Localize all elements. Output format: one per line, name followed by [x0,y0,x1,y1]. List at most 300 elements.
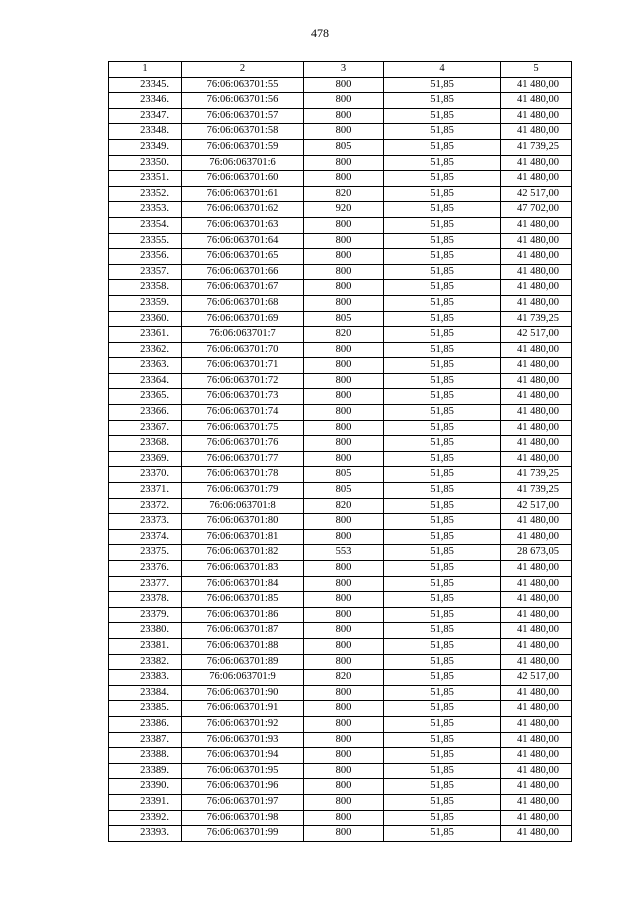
row-number-cell: 23370. [109,467,182,483]
value-cell: 41 480,00 [501,592,572,608]
value-cell: 41 480,00 [501,342,572,358]
rate-cell: 51,85 [384,186,501,202]
rate-cell: 51,85 [384,108,501,124]
value-cell: 41 480,00 [501,249,572,265]
table-row [109,436,572,452]
value-cell: 41 480,00 [501,217,572,233]
value-cell: 41 480,00 [501,295,572,311]
value-cell: 41 480,00 [501,607,572,623]
value-cell: 41 480,00 [501,155,572,171]
rate-cell: 51,85 [384,623,501,639]
rate-cell: 51,85 [384,311,501,327]
table-row [109,108,572,124]
table-row [109,420,572,436]
cadastral-number-cell: 76:06:063701:99 [182,826,304,842]
rate-cell: 51,85 [384,93,501,109]
area-cell: 805 [304,467,384,483]
row-number-cell: 23355. [109,233,182,249]
table-body [109,77,572,841]
cadastral-number-cell: 76:06:063701:78 [182,467,304,483]
value-cell: 41 480,00 [501,124,572,140]
row-number-cell: 23378. [109,592,182,608]
rate-cell: 51,85 [384,264,501,280]
table-row [109,373,572,389]
table-row [109,295,572,311]
cadastral-number-cell: 76:06:063701:75 [182,420,304,436]
value-cell: 41 480,00 [501,638,572,654]
rate-cell: 51,85 [384,155,501,171]
rate-cell: 51,85 [384,763,501,779]
area-cell: 805 [304,311,384,327]
value-cell: 41 480,00 [501,810,572,826]
area-cell: 800 [304,514,384,530]
area-cell: 800 [304,685,384,701]
cadastral-number-cell: 76:06:063701:62 [182,202,304,218]
cadastral-number-cell: 76:06:063701:76 [182,436,304,452]
cadastral-number-cell: 76:06:063701:82 [182,545,304,561]
table-row [109,186,572,202]
table-row [109,561,572,577]
rate-cell: 51,85 [384,327,501,343]
cadastral-number-cell: 76:06:063701:85 [182,592,304,608]
area-cell: 800 [304,217,384,233]
area-cell: 800 [304,451,384,467]
table-row [109,280,572,296]
row-number-cell: 23364. [109,373,182,389]
area-cell: 805 [304,139,384,155]
row-number-cell: 23352. [109,186,182,202]
area-cell: 800 [304,592,384,608]
value-cell: 41 480,00 [501,716,572,732]
cadastral-number-cell: 76:06:063701:90 [182,685,304,701]
value-cell: 42 517,00 [501,186,572,202]
value-cell: 41 480,00 [501,514,572,530]
row-number-cell: 23386. [109,716,182,732]
table-row [109,389,572,405]
value-cell: 41 480,00 [501,171,572,187]
value-cell: 41 480,00 [501,405,572,421]
value-cell: 42 517,00 [501,670,572,686]
value-cell: 41 480,00 [501,826,572,842]
row-number-cell: 23391. [109,794,182,810]
value-cell: 28 673,05 [501,545,572,561]
table-row [109,810,572,826]
column-header-5: 5 [501,62,572,78]
area-cell: 800 [304,638,384,654]
row-number-cell: 23367. [109,420,182,436]
table-row [109,670,572,686]
area-cell: 800 [304,529,384,545]
row-number-cell: 23369. [109,451,182,467]
area-cell: 800 [304,561,384,577]
area-cell: 800 [304,654,384,670]
value-cell: 41 480,00 [501,280,572,296]
value-cell: 41 480,00 [501,451,572,467]
cadastral-number-cell: 76:06:063701:84 [182,576,304,592]
cadastral-number-cell: 76:06:063701:80 [182,514,304,530]
area-cell: 800 [304,794,384,810]
rate-cell: 51,85 [384,420,501,436]
value-cell: 41 480,00 [501,561,572,577]
rate-cell: 51,85 [384,529,501,545]
rate-cell: 51,85 [384,716,501,732]
rate-cell: 51,85 [384,280,501,296]
area-cell: 805 [304,483,384,499]
value-cell: 41 739,25 [501,311,572,327]
table-row [109,545,572,561]
row-number-cell: 23393. [109,826,182,842]
cadastral-number-cell: 76:06:063701:69 [182,311,304,327]
rate-cell: 51,85 [384,670,501,686]
rate-cell: 51,85 [384,514,501,530]
value-cell: 41 480,00 [501,701,572,717]
rate-cell: 51,85 [384,342,501,358]
rate-cell: 51,85 [384,389,501,405]
area-cell: 800 [304,77,384,93]
cadastral-number-cell: 76:06:063701:79 [182,483,304,499]
row-number-cell: 23381. [109,638,182,654]
rate-cell: 51,85 [384,685,501,701]
row-number-cell: 23359. [109,295,182,311]
cadastral-number-cell: 76:06:063701:93 [182,732,304,748]
rate-cell: 51,85 [384,436,501,452]
rate-cell: 51,85 [384,233,501,249]
area-cell: 820 [304,498,384,514]
value-cell: 41 480,00 [501,77,572,93]
table-row [109,202,572,218]
table-row [109,342,572,358]
row-number-cell: 23362. [109,342,182,358]
cadastral-table [108,61,572,842]
row-number-cell: 23366. [109,405,182,421]
table-row [109,514,572,530]
cadastral-number-cell: 76:06:063701:8 [182,498,304,514]
rate-cell: 51,85 [384,607,501,623]
area-cell: 800 [304,389,384,405]
row-number-cell: 23375. [109,545,182,561]
rate-cell: 51,85 [384,373,501,389]
value-cell: 41 480,00 [501,389,572,405]
table-row [109,93,572,109]
row-number-cell: 23345. [109,77,182,93]
cadastral-number-cell: 76:06:063701:66 [182,264,304,280]
rate-cell: 51,85 [384,124,501,140]
rate-cell: 51,85 [384,451,501,467]
value-cell: 41 739,25 [501,139,572,155]
row-number-cell: 23383. [109,670,182,686]
rate-cell: 51,85 [384,202,501,218]
area-cell: 800 [304,623,384,639]
value-cell: 41 480,00 [501,748,572,764]
area-cell: 800 [304,779,384,795]
row-number-cell: 23346. [109,93,182,109]
cadastral-number-cell: 76:06:063701:83 [182,561,304,577]
area-cell: 820 [304,186,384,202]
value-cell: 41 480,00 [501,654,572,670]
cadastral-number-cell: 76:06:063701:59 [182,139,304,155]
row-number-cell: 23356. [109,249,182,265]
table-row [109,623,572,639]
rate-cell: 51,85 [384,638,501,654]
table-row [109,607,572,623]
cadastral-number-cell: 76:06:063701:6 [182,155,304,171]
value-cell: 41 739,25 [501,483,572,499]
row-number-cell: 23389. [109,763,182,779]
row-number-cell: 23351. [109,171,182,187]
table-row [109,716,572,732]
cadastral-number-cell: 76:06:063701:64 [182,233,304,249]
row-number-cell: 23373. [109,514,182,530]
column-header-4: 4 [384,62,501,78]
rate-cell: 51,85 [384,576,501,592]
rate-cell: 51,85 [384,77,501,93]
cadastral-number-cell: 76:06:063701:58 [182,124,304,140]
table-row [109,451,572,467]
rate-cell: 51,85 [384,249,501,265]
area-cell: 800 [304,373,384,389]
rate-cell: 51,85 [384,592,501,608]
table-row [109,592,572,608]
cadastral-number-cell: 76:06:063701:55 [182,77,304,93]
row-number-cell: 23379. [109,607,182,623]
value-cell: 47 702,00 [501,202,572,218]
area-cell: 800 [304,155,384,171]
row-number-cell: 23348. [109,124,182,140]
area-cell: 920 [304,202,384,218]
rate-cell: 51,85 [384,732,501,748]
area-cell: 800 [304,405,384,421]
table-row [109,483,572,499]
rate-cell: 51,85 [384,810,501,826]
rate-cell: 51,85 [384,779,501,795]
row-number-cell: 23390. [109,779,182,795]
cadastral-number-cell: 76:06:063701:7 [182,327,304,343]
area-cell: 820 [304,327,384,343]
row-number-cell: 23388. [109,748,182,764]
row-number-cell: 23361. [109,327,182,343]
table-row [109,576,572,592]
area-cell: 800 [304,420,384,436]
cadastral-number-cell: 76:06:063701:98 [182,810,304,826]
area-cell: 800 [304,171,384,187]
cadastral-number-cell: 76:06:063701:92 [182,716,304,732]
row-number-cell: 23372. [109,498,182,514]
value-cell: 41 480,00 [501,264,572,280]
cadastral-number-cell: 76:06:063701:72 [182,373,304,389]
table-row [109,327,572,343]
rate-cell: 51,85 [384,561,501,577]
value-cell: 41 480,00 [501,685,572,701]
cadastral-number-cell: 76:06:063701:97 [182,794,304,810]
table-row [109,763,572,779]
value-cell: 41 480,00 [501,420,572,436]
rate-cell: 51,85 [384,467,501,483]
table-row [109,139,572,155]
table-row [109,748,572,764]
cadastral-number-cell: 76:06:063701:71 [182,358,304,374]
row-number-cell: 23358. [109,280,182,296]
row-number-cell: 23371. [109,483,182,499]
cadastral-number-cell: 76:06:063701:88 [182,638,304,654]
value-cell: 41 480,00 [501,763,572,779]
rate-cell: 51,85 [384,794,501,810]
area-cell: 800 [304,436,384,452]
row-number-cell: 23349. [109,139,182,155]
table-row [109,654,572,670]
area-cell: 800 [304,249,384,265]
row-number-cell: 23374. [109,529,182,545]
cadastral-number-cell: 76:06:063701:56 [182,93,304,109]
rate-cell: 51,85 [384,654,501,670]
row-number-cell: 23376. [109,561,182,577]
table-header-row [109,62,572,78]
cadastral-number-cell: 76:06:063701:94 [182,748,304,764]
value-cell: 41 480,00 [501,373,572,389]
table-row [109,264,572,280]
table-row [109,171,572,187]
cadastral-number-cell: 76:06:063701:81 [182,529,304,545]
row-number-cell: 23360. [109,311,182,327]
cadastral-number-cell: 76:06:063701:63 [182,217,304,233]
table-row [109,124,572,140]
rate-cell: 51,85 [384,295,501,311]
table-row [109,701,572,717]
value-cell: 41 480,00 [501,93,572,109]
table-row [109,794,572,810]
table-row [109,249,572,265]
area-cell: 800 [304,716,384,732]
value-cell: 41 480,00 [501,529,572,545]
row-number-cell: 23377. [109,576,182,592]
row-number-cell: 23353. [109,202,182,218]
cadastral-number-cell: 76:06:063701:91 [182,701,304,717]
cadastral-number-cell: 76:06:063701:65 [182,249,304,265]
value-cell: 41 480,00 [501,779,572,795]
table-row [109,732,572,748]
table-row [109,77,572,93]
area-cell: 800 [304,233,384,249]
cadastral-number-cell: 76:06:063701:61 [182,186,304,202]
area-cell: 800 [304,295,384,311]
rate-cell: 51,85 [384,748,501,764]
row-number-cell: 23354. [109,217,182,233]
area-cell: 800 [304,124,384,140]
value-cell: 41 480,00 [501,436,572,452]
rate-cell: 51,85 [384,217,501,233]
value-cell: 41 480,00 [501,358,572,374]
row-number-cell: 23365. [109,389,182,405]
table-row [109,498,572,514]
row-number-cell: 23387. [109,732,182,748]
table-row [109,311,572,327]
area-cell: 800 [304,93,384,109]
table-row [109,217,572,233]
area-cell: 820 [304,670,384,686]
rate-cell: 51,85 [384,483,501,499]
rate-cell: 51,85 [384,171,501,187]
area-cell: 800 [304,280,384,296]
area-cell: 800 [304,108,384,124]
row-number-cell: 23384. [109,685,182,701]
cadastral-number-cell: 76:06:063701:68 [182,295,304,311]
row-number-cell: 23357. [109,264,182,280]
area-cell: 800 [304,826,384,842]
area-cell: 800 [304,810,384,826]
rate-cell: 51,85 [384,358,501,374]
cadastral-number-cell: 76:06:063701:96 [182,779,304,795]
cadastral-number-cell: 76:06:063701:87 [182,623,304,639]
value-cell: 41 480,00 [501,732,572,748]
rate-cell: 51,85 [384,498,501,514]
cadastral-number-cell: 76:06:063701:89 [182,654,304,670]
value-cell: 41 480,00 [501,576,572,592]
value-cell: 42 517,00 [501,327,572,343]
table-row [109,529,572,545]
table-row [109,405,572,421]
area-cell: 800 [304,358,384,374]
table-row [109,638,572,654]
value-cell: 41 739,25 [501,467,572,483]
cadastral-number-cell: 76:06:063701:70 [182,342,304,358]
rate-cell: 51,85 [384,405,501,421]
rate-cell: 51,85 [384,701,501,717]
area-cell: 800 [304,264,384,280]
cadastral-number-cell: 76:06:063701:77 [182,451,304,467]
row-number-cell: 23350. [109,155,182,171]
cadastral-number-cell: 76:06:063701:67 [182,280,304,296]
column-header-2: 2 [182,62,304,78]
area-cell: 800 [304,748,384,764]
value-cell: 41 480,00 [501,794,572,810]
table-row [109,467,572,483]
row-number-cell: 23382. [109,654,182,670]
row-number-cell: 23392. [109,810,182,826]
cadastral-number-cell: 76:06:063701:73 [182,389,304,405]
row-number-cell: 23347. [109,108,182,124]
cadastral-number-cell: 76:06:063701:60 [182,171,304,187]
cadastral-number-cell: 76:06:063701:57 [182,108,304,124]
area-cell: 800 [304,732,384,748]
area-cell: 800 [304,701,384,717]
row-number-cell: 23363. [109,358,182,374]
table-row [109,826,572,842]
area-cell: 800 [304,576,384,592]
table-row [109,233,572,249]
rate-cell: 51,85 [384,545,501,561]
row-number-cell: 23380. [109,623,182,639]
value-cell: 42 517,00 [501,498,572,514]
table-row [109,779,572,795]
page-number: 478 [311,26,329,40]
area-cell: 553 [304,545,384,561]
cadastral-number-cell: 76:06:063701:86 [182,607,304,623]
cadastral-number-cell: 76:06:063701:9 [182,670,304,686]
value-cell: 41 480,00 [501,108,572,124]
rate-cell: 51,85 [384,826,501,842]
row-number-cell: 23385. [109,701,182,717]
column-header-3: 3 [304,62,384,78]
table-row [109,155,572,171]
cadastral-number-cell: 76:06:063701:95 [182,763,304,779]
table-row [109,358,572,374]
column-header-1: 1 [109,62,182,78]
area-cell: 800 [304,342,384,358]
area-cell: 800 [304,607,384,623]
value-cell: 41 480,00 [501,623,572,639]
cadastral-number-cell: 76:06:063701:74 [182,405,304,421]
row-number-cell: 23368. [109,436,182,452]
area-cell: 800 [304,763,384,779]
